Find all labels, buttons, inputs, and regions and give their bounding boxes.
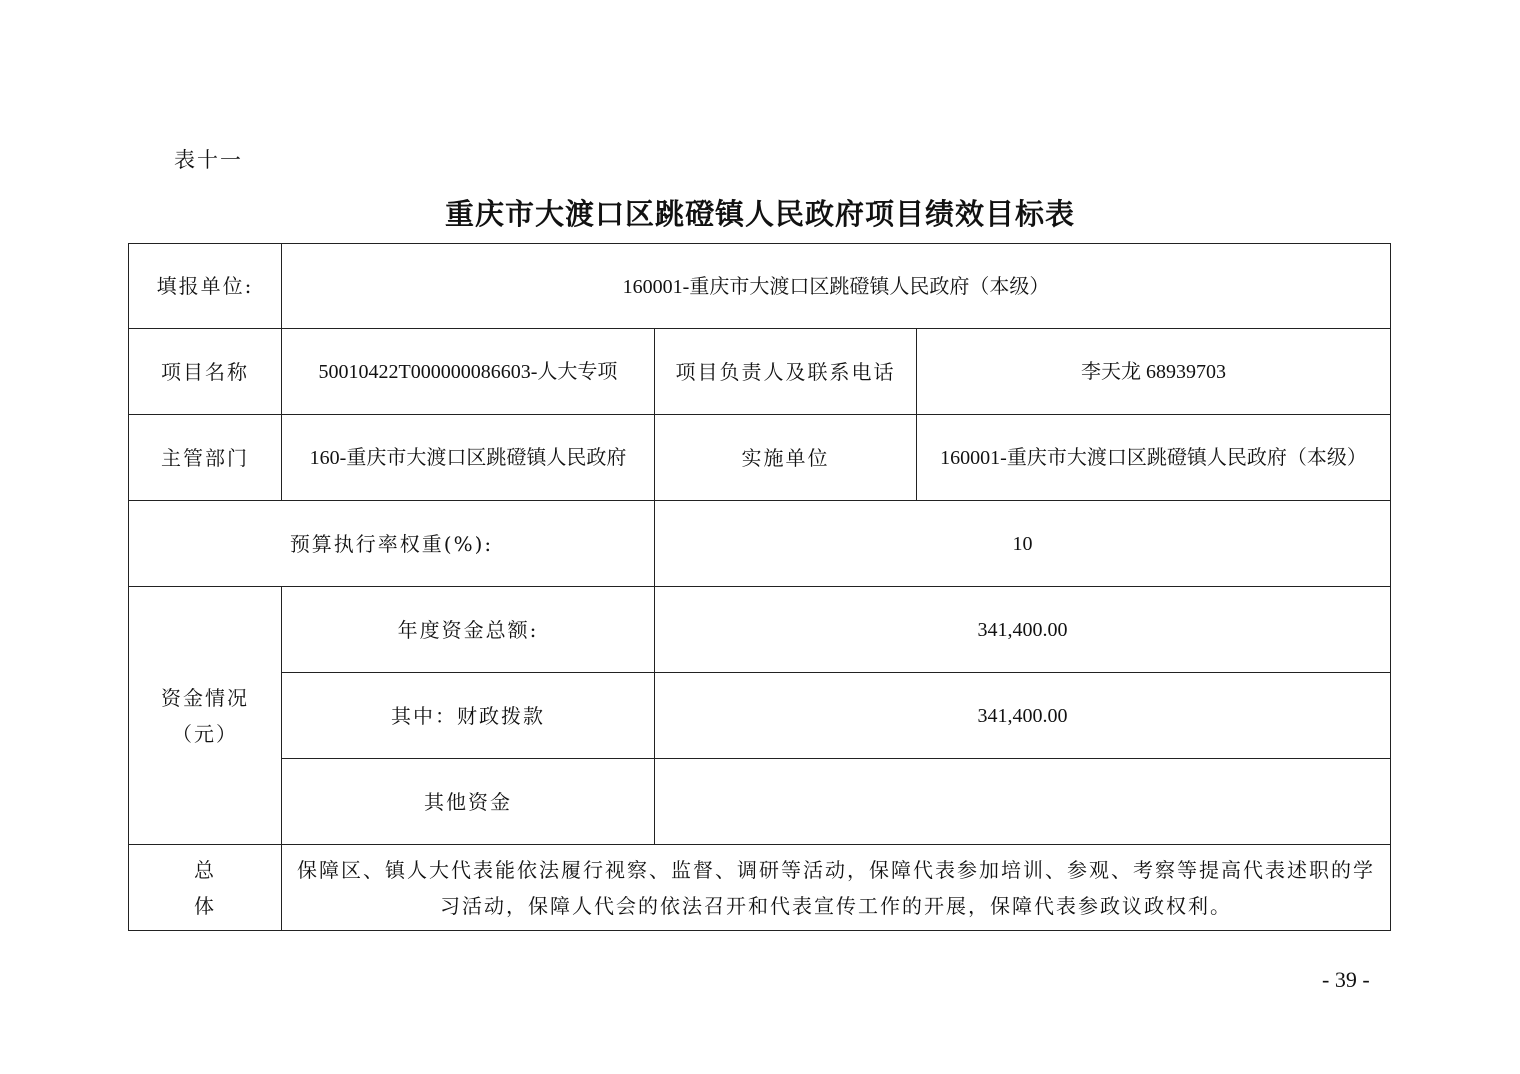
- annual-total-label: 年度资金总额:: [282, 587, 655, 673]
- implementing-unit-label: 实施单位: [655, 415, 917, 501]
- fiscal-label: 其中：财政拨款: [282, 673, 655, 759]
- project-name-value: 50010422T000000086603-人大专项: [282, 329, 655, 415]
- other-funds-value: [655, 759, 1391, 845]
- table-label: 表十一: [174, 148, 243, 172]
- overall-label: [129, 845, 282, 931]
- project-name-label: 项目名称: [129, 329, 282, 415]
- row-overall: [129, 845, 1391, 931]
- project-leader-value: 李天龙 68939703: [917, 329, 1391, 415]
- project-leader-label: 项目负责人及联系电话: [655, 329, 917, 415]
- row-department: [129, 415, 1391, 501]
- department-value: 160-重庆市大渡口区跳磴镇人民政府: [282, 415, 655, 501]
- filling-unit-value: 160001-重庆市大渡口区跳磴镇人民政府（本级）: [282, 244, 1391, 329]
- row-filling-unit: [129, 244, 1391, 329]
- fiscal-value: 341,400.00: [655, 673, 1391, 759]
- implementing-unit-value: 160001-重庆市大渡口区跳磴镇人民政府（本级）: [917, 415, 1391, 501]
- row-other-funds: [129, 759, 1391, 845]
- funds-label: [129, 587, 282, 845]
- other-funds-label: 其他资金: [282, 759, 655, 845]
- overall-label-line1: 总: [194, 857, 216, 882]
- budget-weight-value: 10: [655, 501, 1391, 587]
- page-number: - 39 -: [1322, 967, 1370, 992]
- overall-label-line2: 体: [194, 893, 216, 918]
- funds-label-line1: 资金情况: [161, 685, 249, 710]
- filling-unit-label: 填报单位:: [129, 244, 282, 329]
- department-label: 主管部门: [129, 415, 282, 501]
- annual-total-value: 341,400.00: [655, 587, 1391, 673]
- row-fiscal: [129, 673, 1391, 759]
- budget-weight-label: 预算执行率权重(%):: [129, 501, 655, 587]
- row-project-name: [129, 329, 1391, 415]
- row-budget-weight: [129, 501, 1391, 587]
- funds-label-line2: （元）: [172, 721, 238, 746]
- document-title: 重庆市大渡口区跳磴镇人民政府项目绩效目标表: [444, 197, 1075, 231]
- performance-target-table: [128, 243, 1391, 931]
- overall-target-text: 保障区、镇人大代表能依法履行视察、监督、调研等活动，保障代表参加培训、参观、考察等提高代表述职的学习活动，保障人代会的依法召开和代表宣传工作的开展，保障代表参政议政权利。: [282, 845, 1391, 931]
- row-annual-total: [129, 587, 1391, 673]
